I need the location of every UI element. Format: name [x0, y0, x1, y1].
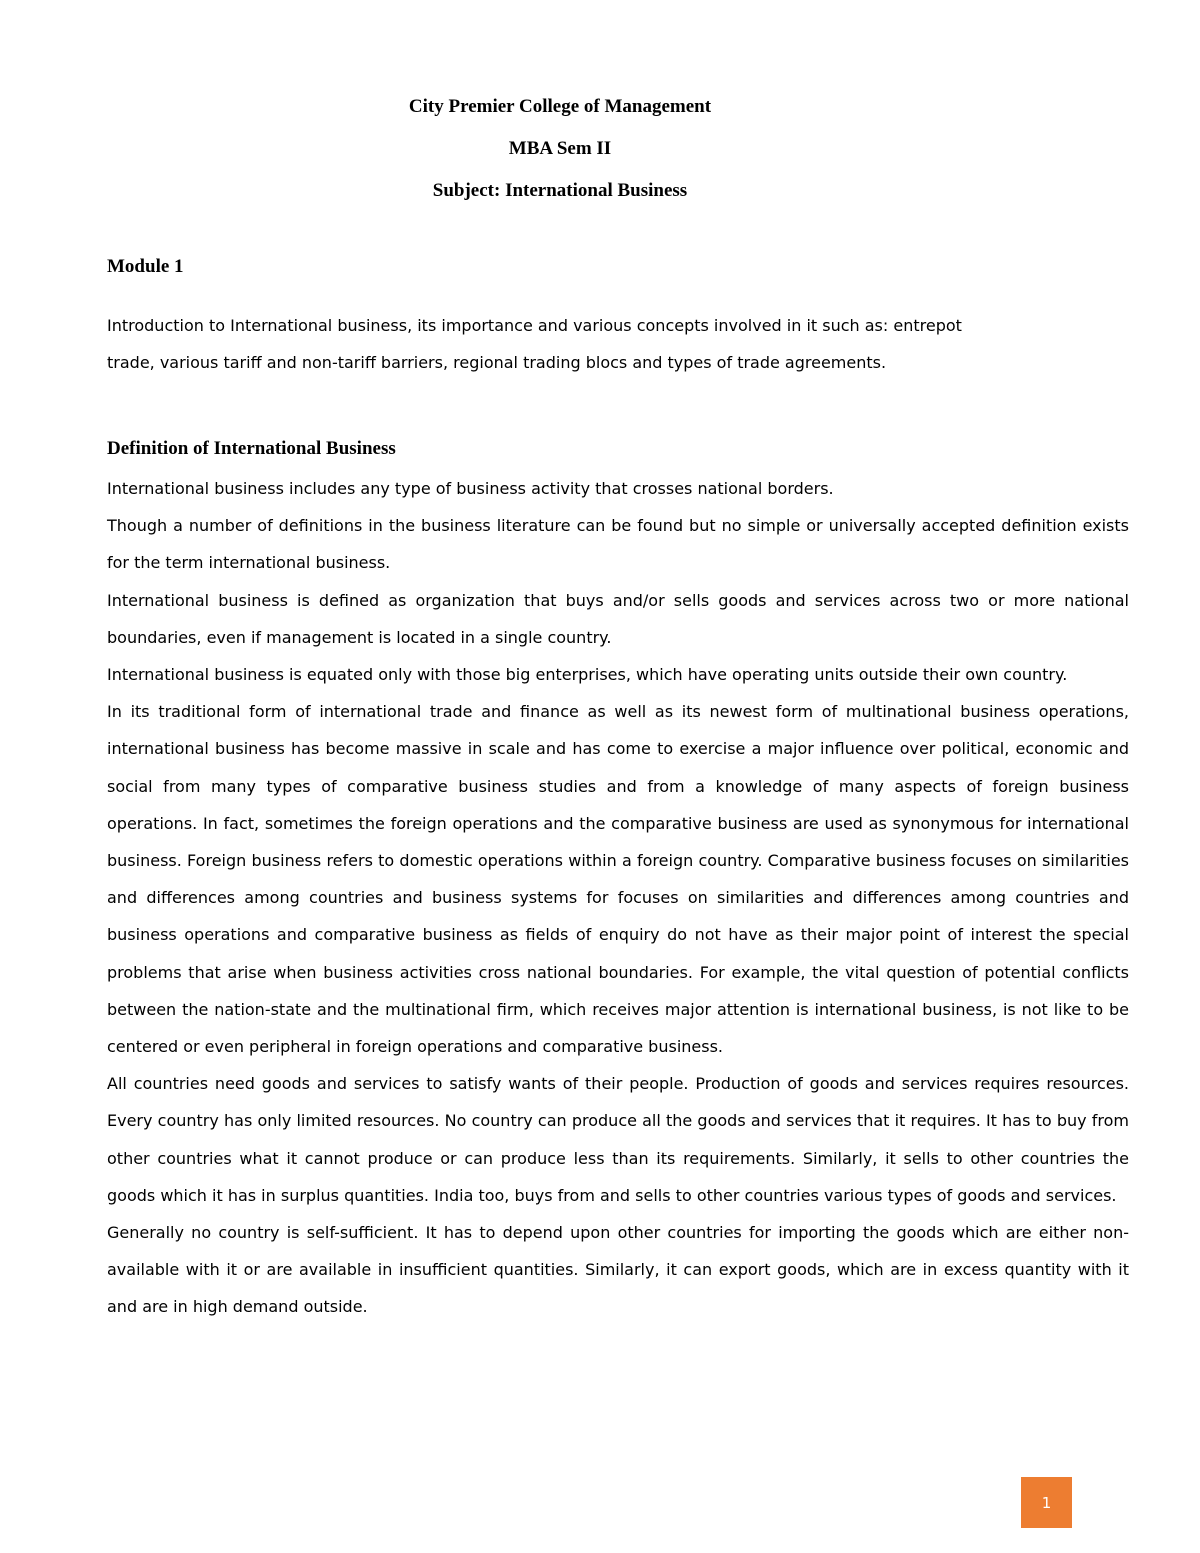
paragraph: Generally no country is self-sufficient. It has to depend upon other countries for importing the goods which are either non-available with it or are available in insufficient quantities. Similarly, it can export goods, which are in excess quantity with it and are in high demand outside.: [107, 1223, 1129, 1317]
intro-line: trade, various tariff and non-tariff barriers, regional trading blocs and types of trade agreements.: [107, 353, 887, 372]
paragraph: International business is defined as organization that buys and/or sells goods and services across two or more national boundaries, even if management is located in a single country.: [107, 590, 1129, 647]
paragraph: International business is equated only with those big enterprises, which have operating units outside their own country.: [107, 665, 1068, 685]
paragraph: International business includes any type of business activity that crosses national borders.: [107, 479, 834, 498]
section-title: Definition of International Business: [107, 438, 396, 459]
document-header: [0, 86, 1120, 212]
module-title: Module 1: [107, 256, 184, 277]
paragraph: All countries need goods and services to satisfy wants of their people. Production of goods and services requires resources. Every country has only limited resources. No country can produce all the goods and services that it requires. It has to buy from other countries what it cannot produce or can produce less than its requirements. Similarly, it sells to other countries the goods which it has in surplus quantities. India too, buys from and sells to other countries various types of goods and services.: [107, 1074, 1129, 1205]
college-name: City Premier College of Management: [408, 96, 712, 117]
module-intro: [107, 307, 1129, 381]
paragraph: Though a number of definitions in the business literature can be found but no simple or universally accepted definition exists for the term international business.: [107, 516, 1129, 573]
page-number-badge: 1: [1021, 1477, 1072, 1528]
program-name: MBA Sem II: [508, 138, 612, 159]
section-body: [107, 470, 1129, 1326]
subject-title: Subject: International Business: [432, 180, 688, 201]
paragraph: In its traditional form of international trade and finance as well as its newest form of multinational business operations, international business has become massive in scale and has come to exercise a major influence over political, economic and social from many types of comparative business studies and from a knowledge of many aspects of foreign business operations. In fact, sometimes the foreign operations and the comparative business are used as synonymous for international business. Foreign business refers to domestic operations within a foreign country. Comparative business focuses on similarities and differences among countries and business systems for focuses on similarities and differences among countries and business operations and comparative business as fields of enquiry do not have as their major point of interest the special problems that arise when business activities cross national boundaries. For example, the vital question of potential conflicts between the nation-state and the multinational firm, which receives major attention is international business, is not like to be centered or even peripheral in foreign operations and comparative business.: [107, 702, 1129, 1057]
intro-line: Introduction to International business, its importance and various concepts involved in it such as: entrepot: [107, 316, 962, 335]
